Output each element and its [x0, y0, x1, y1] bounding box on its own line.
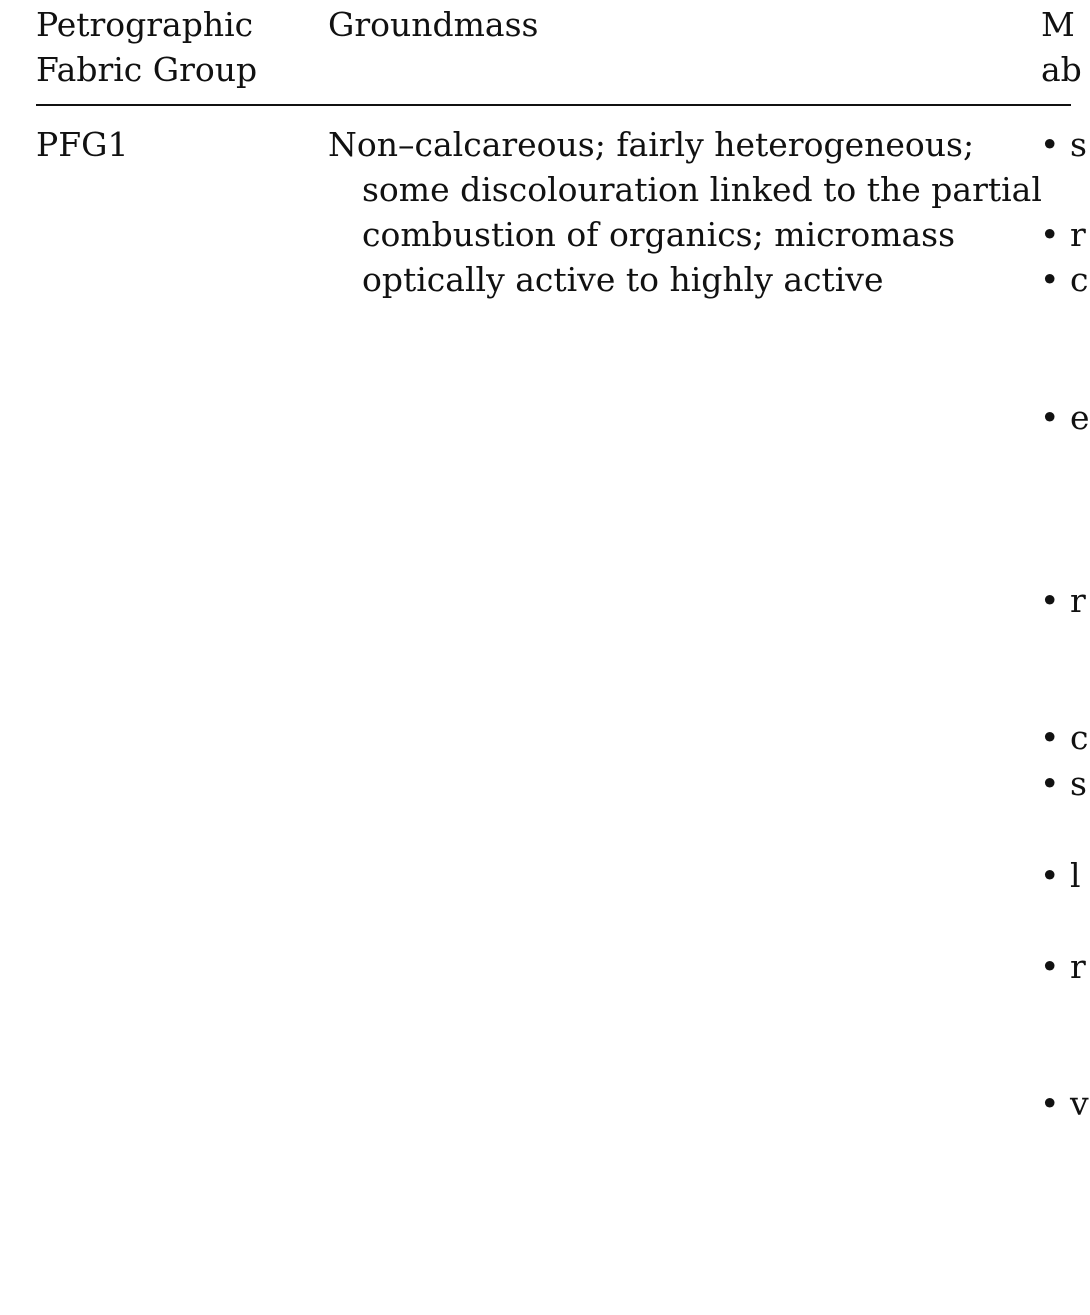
bullet-text: v — [1069, 1084, 1089, 1123]
bullet-text: e — [1069, 398, 1090, 437]
fabric-group-name: PFG — [36, 125, 108, 164]
bullet-glyph: • — [1040, 856, 1060, 895]
bullet-glyph: • — [1040, 260, 1060, 299]
bullet-item — [1040, 944, 1086, 989]
bullet-item — [1040, 853, 1081, 898]
bullet-glyph: • — [1040, 215, 1060, 254]
bullet-glyph: • — [1040, 947, 1060, 986]
bullet-item — [1040, 257, 1088, 302]
header-col1-line2: Fabric Group — [36, 50, 258, 89]
header-col3-line1: M — [1041, 5, 1075, 44]
bullet-item — [1040, 761, 1087, 806]
bullet-item — [1040, 715, 1088, 760]
bullet-text: c — [1069, 260, 1089, 299]
bullet-glyph: • — [1040, 125, 1060, 164]
bullet-glyph: • — [1040, 764, 1060, 803]
bullet-text: l — [1069, 856, 1081, 895]
fabric-group-label — [36, 122, 128, 167]
bullet-text: s — [1069, 125, 1087, 164]
header-petrographic-fabric-group — [36, 2, 257, 92]
bullet-text: r — [1069, 215, 1086, 254]
bullet-text: r — [1069, 581, 1086, 620]
header-col3-clipped — [1041, 2, 1082, 92]
bullet-item — [1040, 578, 1086, 623]
bullet-text: c — [1069, 718, 1089, 757]
header-col1-line1: Petrographic — [36, 5, 254, 44]
header-groundmass: Groundmass — [328, 5, 539, 44]
bullet-item — [1040, 1081, 1089, 1126]
bullet-text: r — [1069, 947, 1086, 986]
groundmass-description: Non–calcareous; fairly heterogeneous; some discolouration linked to the partial combustion of organics; micromass optically active to highly active — [328, 125, 1042, 299]
bullet-text: s — [1069, 764, 1087, 803]
header-rule — [36, 104, 1071, 106]
bullet-glyph: • — [1040, 398, 1060, 437]
bullet-item — [1040, 122, 1087, 167]
bullet-glyph: • — [1040, 1084, 1060, 1123]
fabric-group-numeral: 1 — [107, 125, 129, 164]
bullet-item — [1040, 395, 1090, 440]
bullet-glyph: • — [1040, 718, 1060, 757]
bullet-glyph: • — [1040, 581, 1060, 620]
bullet-item — [1040, 212, 1086, 257]
header-col3-line2: ab — [1041, 50, 1082, 89]
